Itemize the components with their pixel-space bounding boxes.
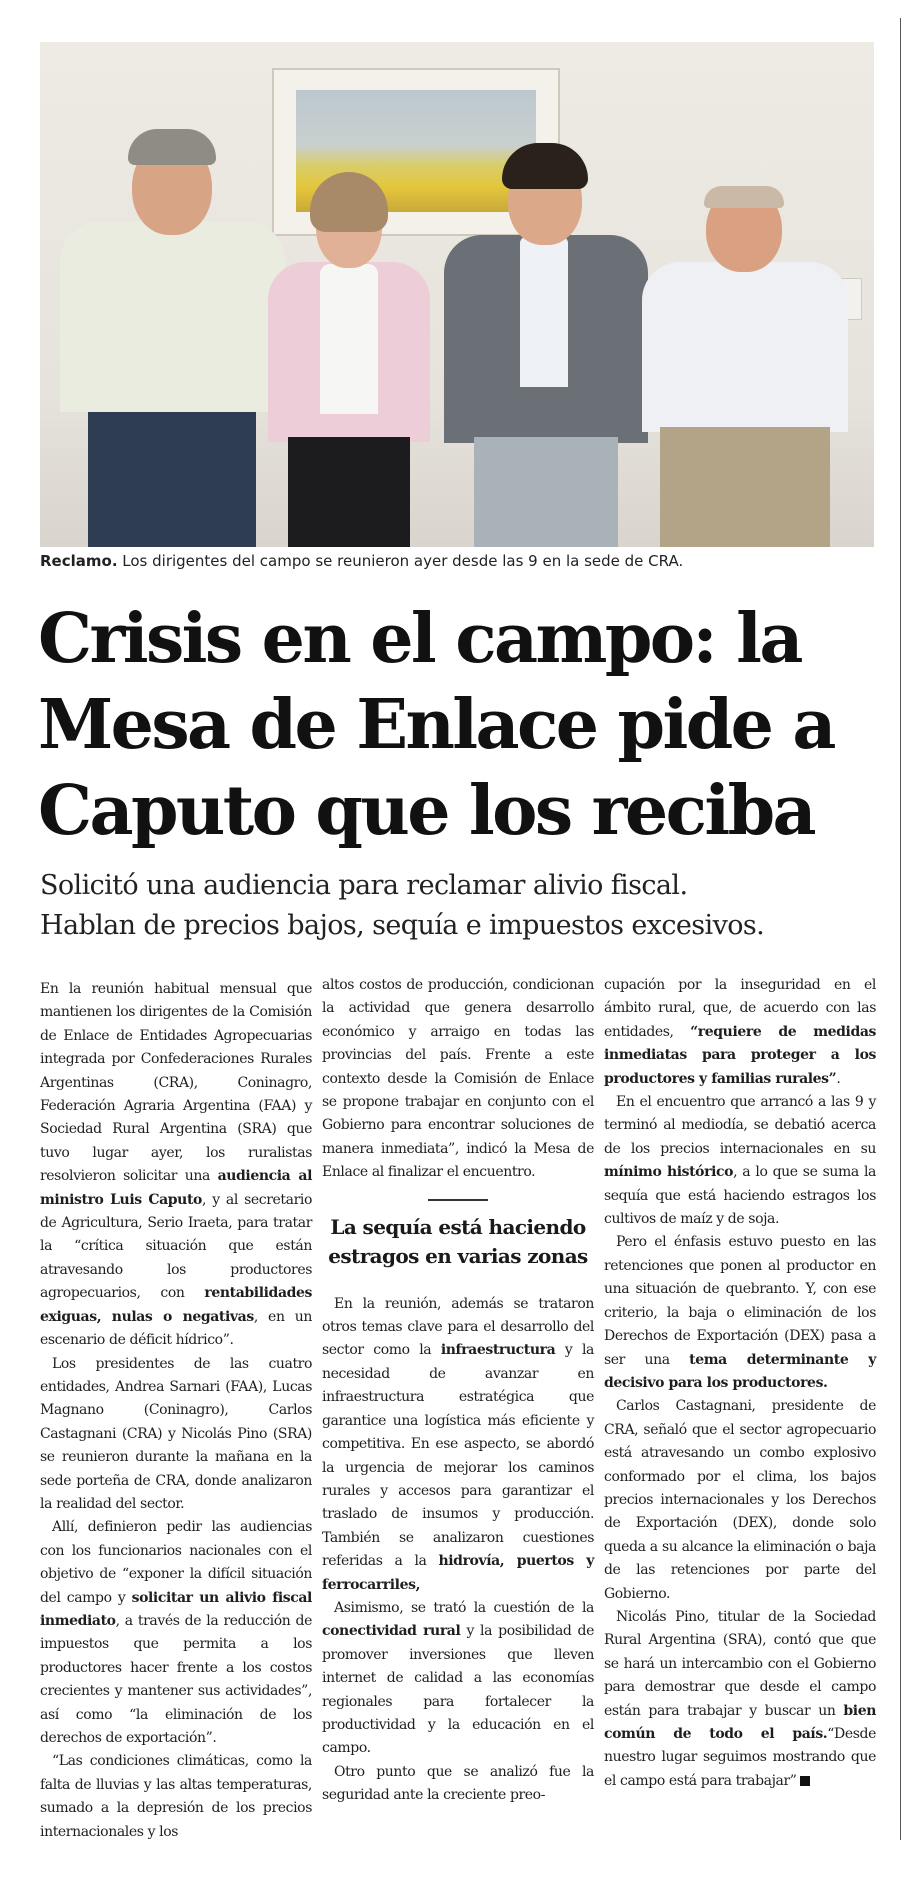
- paragraph: Allí, definieron pedir las audiencias con los funcionarios nacionales con el objetivo de “exponer la difícil situación del campo y solicitar un alivio fiscal inmediato, a través de la reducción de impuestos que permita a los productores hacer frente a los costos crecientes y mantener sus actividades”, así como “la eliminación de los derechos de exportación”.: [40, 1519, 312, 1746]
- bold-phrase: conectividad rural: [322, 1623, 461, 1640]
- bold-phrase: audiencia al ministro Luis Caputo: [40, 1168, 313, 1208]
- headline-line-3: Caputo que los reciba: [38, 771, 815, 851]
- headline-line-1: Crisis en el campo: la: [38, 599, 801, 679]
- paragraph: Los presidentes de las cuatro entidades, Andrea Sarnari (FAA), Lucas Magnano (Coninagro), Carlos Castagnani (CRA) y Nicolás Pino (SRA) se reunieron durante la mañana en la sede porteña de CRA, donde analizaron la realidad del sector.: [40, 1355, 312, 1512]
- paragraph: En el encuentro que arrancó a las 9 y terminó al mediodía, se debatió acerca de los precios internacionales en su mínimo histórico, a lo que se suma la sequía que está haciendo estragos los cultivos de maíz y de soja.: [604, 1094, 877, 1228]
- bold-phrase: infraestructura: [440, 1342, 556, 1359]
- paragraph: En la reunión, además se trataron otros temas clave para el desarrollo del sector como la infraestructura y la necesidad de avanzar en infraestructura estratégica que garantice una logística más eficiente y competitiva. En ese aspecto, se abordó la urgencia de mejorar los caminos rurales y accesos para garantizar el traslado de insumos y producción. También se analizaron cuestiones referidas a la hidrovía, puertos y ferrocarriles,: [322, 1295, 594, 1593]
- pull-quote-rule: [428, 1199, 488, 1201]
- bold-phrase: bien común de todo el país.: [604, 1702, 876, 1742]
- bold-phrase: “requiere de medidas inmediatas para proteger a los productores y familias rurales”: [604, 1023, 876, 1087]
- subhead-line-1: Solicitó una audiencia para reclamar alivio fiscal.: [40, 870, 688, 901]
- end-of-article-mark: [800, 1776, 810, 1786]
- paragraph: Asimismo, se trató la cuestión de la conectividad rural y la posibilidad de promover inversiones que lleven internet de calidad a las economías regionales para fortalecer la productividad y la educación en el campo.: [322, 1599, 595, 1757]
- caption-lead: Reclamo.: [40, 552, 118, 570]
- paragraph: Pero el énfasis estuvo puesto en las retenciones que ponen al productor en una situación de quebranto. Y, con ese criterio, la baja o eliminación de los Derechos de Exportación (DEX) pasa a ser una tema determinante y decisivo para los productores.: [604, 1234, 876, 1391]
- paragraph: altos costos de producción, condicionan la actividad que genera desarrollo económico y arraigo en todas las provincias del país. Frente a este contexto desde la Comisión de Enlace se propone trabajar en conjunto con el Gobierno para encontrar soluciones de manera inmediata”, indicó la Mesa de Enlace al finalizar el encuentro.: [322, 977, 594, 1181]
- bold-phrase: mínimo histórico: [604, 1164, 734, 1181]
- bold-phrase: rentabilidades exiguas, nulas o negativas: [40, 1285, 312, 1325]
- person-4: [634, 152, 856, 547]
- paragraph: En la reunión habitual mensual que mantienen los dirigentes de la Comisión de Enlace de Entidades Agropecuarias integrada por Confederaciones Rurales Argentinas (CRA), Coninagro, Federación Agraria Argentina (FAA) y Sociedad Rural Argentina (SRA) que tuvo lugar ayer, los ruralistas resolvieron solicitar una audiencia al ministro Luis Caputo, y al secretario de Agricultura, Serio Iraeta, para tratar la “crítica situación que están atravesando los productores agropecuarios, con rentabilidades exiguas, nulas o negativas, en un escenario de déficit hídrico”.: [40, 981, 313, 1349]
- paragraph: Carlos Castagnani, presidente de CRA, señaló que el sector agropecuario está atravesando un combo explosivo conformado por el clima, los bajos precios internacionales y los Derechos de Exportación (DEX), donde solo queda a su alcance la eliminación o baja de las retenciones por parte del Gobierno.: [604, 1398, 876, 1602]
- paragraph: Nicolás Pino, titular de la Sociedad Rural Argentina (SRA), contó que que se hará un intercambio con el Gobierno para demostrar que desde el campo están para trabajar y buscar un bien común de todo el país.“Desde nuestro lugar seguimos mostrando que el campo está para trabajar”: [604, 1608, 876, 1789]
- headline-line-2: Mesa de Enlace pide a: [38, 685, 834, 765]
- article-column-3: [604, 974, 876, 1793]
- photo-caption: [40, 552, 874, 570]
- person-3: [440, 117, 652, 547]
- pull-quote: [322, 1203, 594, 1271]
- bold-phrase: hidrovía, puertos y ferrocarriles,: [322, 1553, 594, 1593]
- paragraph: “Las condiciones climáticas, como la falta de lluvias y las altas temperaturas, sumado a la depresión de los precios internacionales y los: [40, 1753, 312, 1840]
- subheadline: [40, 866, 890, 946]
- bold-phrase: tema determinante y decisivo para los productores.: [604, 1351, 876, 1391]
- bold-phrase: solicitar un alivio fiscal inmediato: [40, 1589, 312, 1629]
- article-column-2: [322, 974, 594, 1808]
- headline: [38, 596, 888, 854]
- paragraph: Otro punto que se analizó fue la seguridad ante la creciente preo-: [322, 1763, 594, 1804]
- column-rule: [900, 18, 901, 1840]
- paragraph: cupación por la inseguridad en el ámbito rural, que, de acuerdo con las entidades, “requiere de medidas inmediatas para proteger a los productores y familias rurales”.: [604, 977, 876, 1087]
- pull-quote-text: La sequía está haciendo estragos en varias zonas: [328, 1214, 588, 1268]
- news-photo: [40, 42, 874, 547]
- subhead-line-2: Hablan de precios bajos, sequía e impuestos excesivos.: [40, 910, 765, 941]
- person-2: [264, 152, 434, 547]
- article-column-1: [40, 978, 312, 1844]
- person-1: [50, 87, 295, 547]
- caption-text: Los dirigentes del campo se reunieron ayer desde las 9 en la sede de CRA.: [117, 552, 684, 570]
